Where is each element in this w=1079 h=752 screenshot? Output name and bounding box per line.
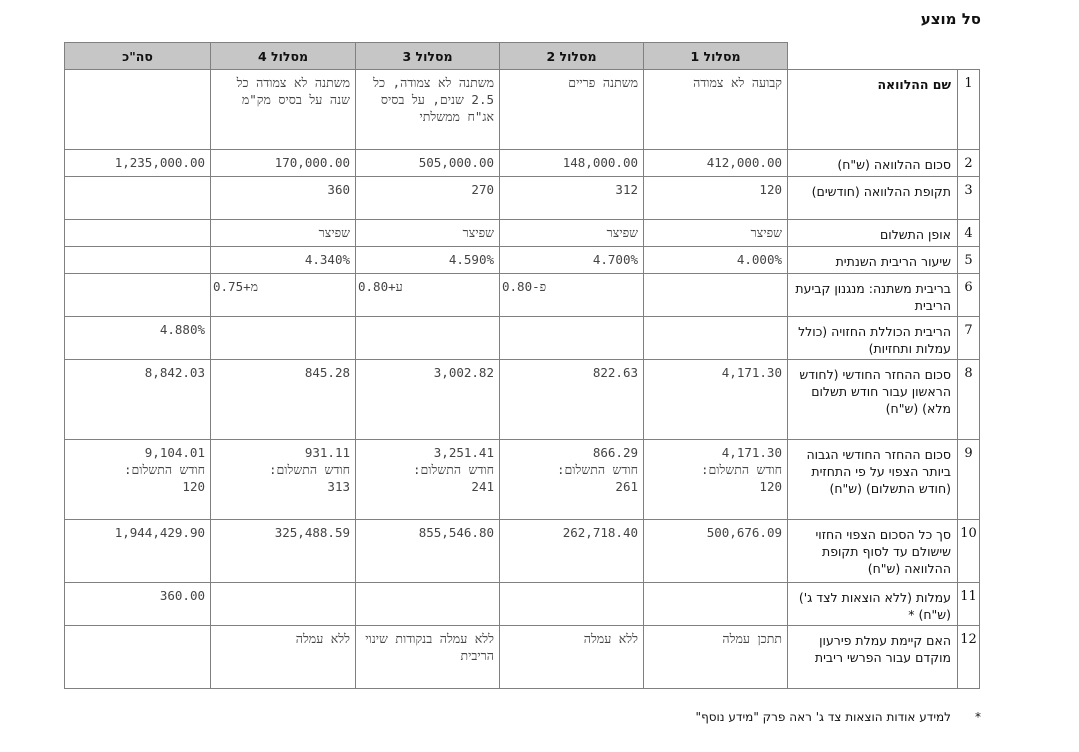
row-label: שיעור הריבית השנתית xyxy=(788,247,958,274)
cell-route-3: ללא עמלה בנקודות שינוי הריבית xyxy=(356,626,500,689)
cell-route-4 xyxy=(211,440,356,520)
cell-route-3: 270 xyxy=(356,177,500,220)
cell-route-4: 360 xyxy=(211,177,356,220)
cell-route-2: שפיצר xyxy=(500,220,644,247)
row-label: האם קיימת עמלת פירעון מוקדם עבור הפרשי ריבית xyxy=(788,626,958,689)
cell-route-3: 505,000.00 xyxy=(356,150,500,177)
row-number: 6 xyxy=(958,274,980,317)
cell-route-3 xyxy=(356,583,500,626)
row-label: סכום ההחזר החודשי הגבוה ביותר הצפוי על פי התחזית (חודש התשלום) (ש"ח) xyxy=(788,440,958,520)
cell-total xyxy=(65,70,211,150)
header-row xyxy=(65,43,980,70)
row-label: עמלות (ללא הוצאות לצד ג')(ש"ח) * xyxy=(788,583,958,626)
table-row xyxy=(65,150,980,177)
row-number: 2 xyxy=(958,150,980,177)
footnote-text: למידע אודות הוצאות צד ג' ראה פרק "מידע נוסף" xyxy=(695,710,951,724)
table-row xyxy=(65,440,980,520)
header-route-1: מסלול 1 xyxy=(644,43,788,70)
cell-total xyxy=(65,247,211,274)
cell-month-label: חודש התשלום: xyxy=(123,462,205,477)
cell-route-1: תתכן עמלה xyxy=(644,626,788,689)
cell-route-1 xyxy=(644,317,788,360)
cell-route-4: 170,000.00 xyxy=(211,150,356,177)
footnote-star: * xyxy=(975,710,981,724)
cell-route-4 xyxy=(211,317,356,360)
cell-route-4: ללא עמלה xyxy=(211,626,356,689)
header-route-2: מסלול 2 xyxy=(500,43,644,70)
cell-amount: 931.11 xyxy=(304,445,350,460)
cell-route-3: שפיצר xyxy=(356,220,500,247)
cell-month-label: חודש התשלום: xyxy=(556,462,638,477)
cell-month: 241 xyxy=(471,479,494,494)
cell-route-2: 262,718.40 xyxy=(500,520,644,583)
table-row xyxy=(65,247,980,274)
cell-month: 120 xyxy=(759,479,782,494)
cell-route-3: 4.590% xyxy=(356,247,500,274)
cell-route-2: 822.63 xyxy=(500,360,644,440)
cell-amount: 3,251.41 xyxy=(433,445,494,460)
cell-route-3 xyxy=(356,440,500,520)
cell-month-label: חודש התשלום: xyxy=(700,462,782,477)
cell-route-4: משתנה לא צמודה כל שנה על בסיס מק"מ xyxy=(211,70,356,150)
cell-route-1: 412,000.00 xyxy=(644,150,788,177)
cell-route-4: 845.28 xyxy=(211,360,356,440)
row-number: 7 xyxy=(958,317,980,360)
cell-total xyxy=(65,220,211,247)
footnote xyxy=(696,710,981,724)
header-total: סה"כ xyxy=(65,43,211,70)
cell-route-1: 4,171.30 xyxy=(644,360,788,440)
cell-route-2 xyxy=(500,317,644,360)
table-row xyxy=(65,360,980,440)
cell-route-1: 120 xyxy=(644,177,788,220)
row-number: 12 xyxy=(958,626,980,689)
table-row xyxy=(65,70,980,150)
table-row xyxy=(65,274,980,317)
cell-month-label: חודש התשלום: xyxy=(268,462,350,477)
header-blank xyxy=(788,43,980,70)
row-number: 11 xyxy=(958,583,980,626)
row-label: שם ההלוואה xyxy=(788,70,958,150)
cell-total xyxy=(65,626,211,689)
cell-route-1: קבועה לא צמודה xyxy=(644,70,788,150)
table-row xyxy=(65,520,980,583)
header-route-4: מסלול 4 xyxy=(211,43,356,70)
cell-route-4: 325,488.59 xyxy=(211,520,356,583)
cell-total: 4.880% xyxy=(65,317,211,360)
cell-route-2: 312 xyxy=(500,177,644,220)
table-row xyxy=(65,220,980,247)
cell-route-1 xyxy=(644,583,788,626)
cell-route-3: ע+0.80 xyxy=(356,274,500,317)
row-label: תקופת ההלוואה (חודשים) xyxy=(788,177,958,220)
cell-route-4: 4.340% xyxy=(211,247,356,274)
row-label: בריבית משתנה: מנגנון קביעת הריבית xyxy=(788,274,958,317)
row-number: 9 xyxy=(958,440,980,520)
row-number: 3 xyxy=(958,177,980,220)
row-label: הריבית הכוללת החזויה (כולל עמלות ותחזיות) xyxy=(788,317,958,360)
cell-route-2: 148,000.00 xyxy=(500,150,644,177)
row-number: 4 xyxy=(958,220,980,247)
cell-total: 1,944,429.90 xyxy=(65,520,211,583)
cell-month-label: חודש התשלום: xyxy=(412,462,494,477)
cell-amount: 4,171.30 xyxy=(721,445,782,460)
table-row xyxy=(65,177,980,220)
cell-route-1: 4.000% xyxy=(644,247,788,274)
cell-route-1: 500,676.09 xyxy=(644,520,788,583)
row-label: סכום ההחזר החודשי (לחודש הראשון עבור חודש תשלום מלא) (ש"ח) xyxy=(788,360,958,440)
cell-route-2: ללא עמלה xyxy=(500,626,644,689)
row-number: 5 xyxy=(958,247,980,274)
table-row xyxy=(65,317,980,360)
row-number: 8 xyxy=(958,360,980,440)
row-label: אופן התשלום xyxy=(788,220,958,247)
header-route-3: מסלול 3 xyxy=(356,43,500,70)
cell-route-2: משתנה פריים xyxy=(500,70,644,150)
row-label: סך כל הסכום הצפוי החזוי שישולם עד לסוף תקופת ההלוואה (ש"ח) xyxy=(788,520,958,583)
loan-routes-table xyxy=(64,42,980,689)
cell-total xyxy=(65,177,211,220)
page-title: סל מוצע xyxy=(920,10,981,28)
table-row xyxy=(65,583,980,626)
cell-route-2 xyxy=(500,583,644,626)
cell-month: 261 xyxy=(615,479,638,494)
cell-route-2 xyxy=(500,440,644,520)
cell-route-3: משתנה לא צמודה, כל 2.5 שנים, על בסיס אג"ח ממשלתי xyxy=(356,70,500,150)
cell-amount: 9,104.01 xyxy=(144,445,205,460)
row-number: 1 xyxy=(958,70,980,150)
cell-total: 8,842.03 xyxy=(65,360,211,440)
cell-route-1: שפיצר xyxy=(644,220,788,247)
row-label: סכום ההלוואה (ש"ח) xyxy=(788,150,958,177)
cell-route-3: 3,002.82 xyxy=(356,360,500,440)
row-number: 10 xyxy=(958,520,980,583)
cell-route-4: מ+0.75 xyxy=(211,274,356,317)
cell-route-4: שפיצר xyxy=(211,220,356,247)
cell-route-4 xyxy=(211,583,356,626)
cell-total xyxy=(65,274,211,317)
cell-total: 360.00 xyxy=(65,583,211,626)
cell-route-1 xyxy=(644,440,788,520)
cell-route-3: 855,546.80 xyxy=(356,520,500,583)
cell-amount: 866.29 xyxy=(592,445,638,460)
cell-month: 120 xyxy=(182,479,205,494)
table-row xyxy=(65,626,980,689)
cell-total xyxy=(65,440,211,520)
cell-month: 313 xyxy=(327,479,350,494)
cell-route-2: 4.700% xyxy=(500,247,644,274)
cell-route-3 xyxy=(356,317,500,360)
cell-route-2: פ-0.80 xyxy=(500,274,644,317)
cell-total: 1,235,000.00 xyxy=(65,150,211,177)
cell-route-1 xyxy=(644,274,788,317)
